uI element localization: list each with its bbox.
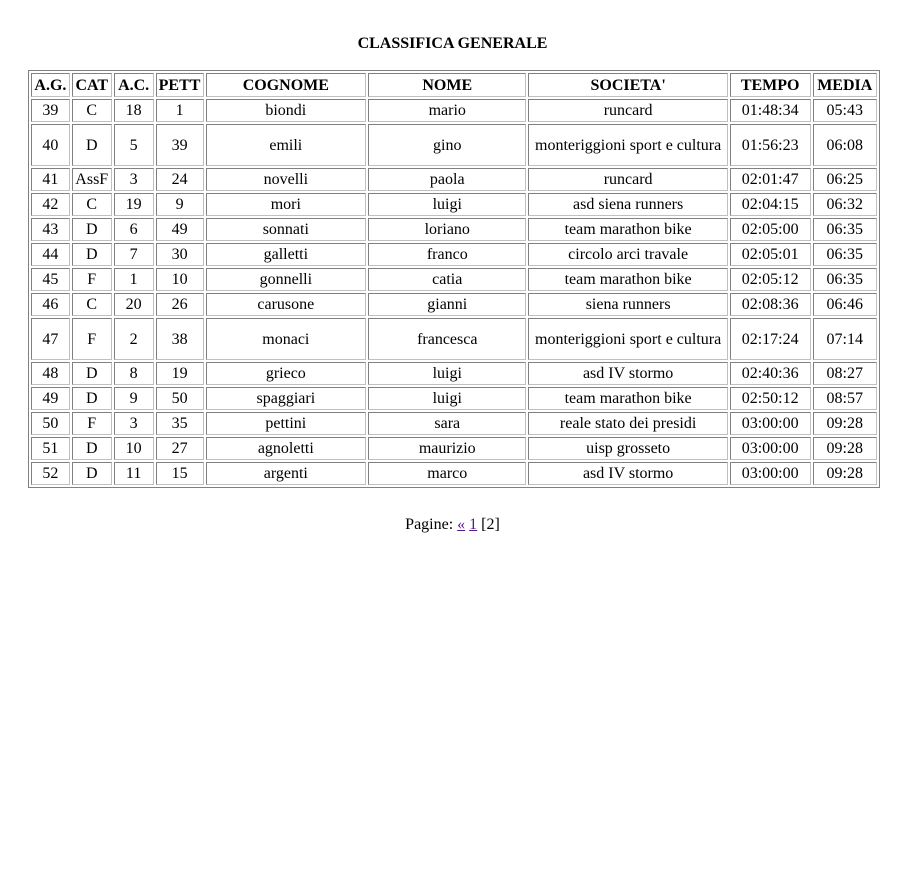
- cell-pett: 35: [156, 412, 204, 435]
- cell-nome: francesca: [368, 318, 526, 360]
- cell-nome: luigi: [368, 387, 526, 410]
- cell-media: 05:43: [813, 99, 877, 122]
- cell-media: 06:35: [813, 218, 877, 241]
- cell-societa: asd IV stormo: [528, 362, 727, 385]
- header-media: MEDIA: [813, 73, 877, 97]
- cell-pett: 49: [156, 218, 204, 241]
- cell-ac: 2: [114, 318, 154, 360]
- cell-nome: maurizio: [368, 437, 526, 460]
- cell-ag: 39: [31, 99, 70, 122]
- table-row: [31, 124, 877, 166]
- cell-tempo: 01:48:34: [730, 99, 811, 122]
- cell-ac: 10: [114, 437, 154, 460]
- cell-tempo: 02:04:15: [730, 193, 811, 216]
- cell-cat: D: [72, 124, 112, 166]
- cell-cat: C: [72, 99, 112, 122]
- cell-media: 07:14: [813, 318, 877, 360]
- cell-media: 06:08: [813, 124, 877, 166]
- header-societa: SOCIETA': [528, 73, 727, 97]
- cell-nome: gianni: [368, 293, 526, 316]
- cell-cognome: pettini: [206, 412, 366, 435]
- cell-nome: franco: [368, 243, 526, 266]
- table-row: [31, 437, 877, 460]
- table-row: [31, 218, 877, 241]
- cell-ac: 20: [114, 293, 154, 316]
- cell-pett: 10: [156, 268, 204, 291]
- cell-nome: catia: [368, 268, 526, 291]
- cell-media: 09:28: [813, 412, 877, 435]
- cell-cat: C: [72, 193, 112, 216]
- cell-tempo: 02:08:36: [730, 293, 811, 316]
- header-cognome: COGNOME: [206, 73, 366, 97]
- cell-cat: D: [72, 362, 112, 385]
- cell-pett: 38: [156, 318, 204, 360]
- cell-cat: F: [72, 318, 112, 360]
- page-title: CLASSIFICA GENERALE: [357, 35, 548, 52]
- cell-tempo: 02:05:01: [730, 243, 811, 266]
- cell-ag: 48: [31, 362, 70, 385]
- cell-media: 08:57: [813, 387, 877, 410]
- cell-ac: 9: [114, 387, 154, 410]
- table-row: [31, 412, 877, 435]
- cell-media: 06:35: [813, 243, 877, 266]
- cell-ac: 6: [114, 218, 154, 241]
- pagination-page-1-link[interactable]: 1: [469, 516, 478, 533]
- cell-ac: 8: [114, 362, 154, 385]
- cell-pett: 1: [156, 99, 204, 122]
- cell-tempo: 02:05:00: [730, 218, 811, 241]
- cell-ag: 47: [31, 318, 70, 360]
- cell-tempo: 02:50:12: [730, 387, 811, 410]
- cell-cognome: biondi: [206, 99, 366, 122]
- cell-pett: 9: [156, 193, 204, 216]
- cell-pett: 24: [156, 168, 204, 191]
- cell-societa: asd siena runners: [528, 193, 727, 216]
- cell-ac: 11: [114, 462, 154, 485]
- cell-cognome: sonnati: [206, 218, 366, 241]
- cell-ag: 51: [31, 437, 70, 460]
- table-row: [31, 293, 877, 316]
- cell-pett: 15: [156, 462, 204, 485]
- cell-nome: mario: [368, 99, 526, 122]
- cell-ac: 7: [114, 243, 154, 266]
- cell-cognome: gonnelli: [206, 268, 366, 291]
- cell-ag: 44: [31, 243, 70, 266]
- cell-societa: reale stato dei presidi: [528, 412, 727, 435]
- cell-ag: 41: [31, 168, 70, 191]
- table-header-row: [31, 73, 877, 97]
- cell-cat: AssF: [72, 168, 112, 191]
- cell-societa: asd IV stormo: [528, 462, 727, 485]
- cell-ag: 49: [31, 387, 70, 410]
- cell-nome: loriano: [368, 218, 526, 241]
- cell-cognome: novelli: [206, 168, 366, 191]
- cell-tempo: 02:17:24: [730, 318, 811, 360]
- cell-pett: 27: [156, 437, 204, 460]
- cell-cognome: emili: [206, 124, 366, 166]
- cell-ag: 46: [31, 293, 70, 316]
- pagination-prev-link[interactable]: «: [457, 516, 466, 533]
- table-row: [31, 462, 877, 485]
- cell-cognome: monaci: [206, 318, 366, 360]
- cell-nome: luigi: [368, 193, 526, 216]
- cell-societa: runcard: [528, 99, 727, 122]
- cell-societa: team marathon bike: [528, 268, 727, 291]
- cell-ac: 19: [114, 193, 154, 216]
- table-row: [31, 318, 877, 360]
- cell-societa: siena runners: [528, 293, 727, 316]
- cell-cat: D: [72, 387, 112, 410]
- cell-cat: D: [72, 462, 112, 485]
- cell-pett: 26: [156, 293, 204, 316]
- cell-ag: 40: [31, 124, 70, 166]
- cell-media: 09:28: [813, 437, 877, 460]
- cell-societa: team marathon bike: [528, 387, 727, 410]
- cell-pett: 39: [156, 124, 204, 166]
- cell-cat: C: [72, 293, 112, 316]
- table-row: [31, 99, 877, 122]
- cell-pett: 30: [156, 243, 204, 266]
- cell-tempo: 03:00:00: [730, 412, 811, 435]
- cell-cognome: grieco: [206, 362, 366, 385]
- header-ag: A.G.: [31, 73, 70, 97]
- cell-ag: 42: [31, 193, 70, 216]
- cell-media: 06:35: [813, 268, 877, 291]
- pagination-current-page: [2]: [481, 516, 500, 533]
- results-table: [28, 70, 880, 488]
- table-row: [31, 362, 877, 385]
- cell-societa: circolo arci travale: [528, 243, 727, 266]
- results-body: [31, 99, 877, 485]
- cell-pett: 19: [156, 362, 204, 385]
- cell-societa: team marathon bike: [528, 218, 727, 241]
- table-row: [31, 168, 877, 191]
- cell-ag: 52: [31, 462, 70, 485]
- header-tempo: TEMPO: [730, 73, 811, 97]
- cell-tempo: 02:01:47: [730, 168, 811, 191]
- cell-media: 06:46: [813, 293, 877, 316]
- cell-tempo: 01:56:23: [730, 124, 811, 166]
- header-pett: PETT: [156, 73, 204, 97]
- cell-nome: sara: [368, 412, 526, 435]
- cell-nome: gino: [368, 124, 526, 166]
- pagination: [0, 515, 905, 535]
- cell-ac: 1: [114, 268, 154, 291]
- table-row: [31, 387, 877, 410]
- cell-media: 09:28: [813, 462, 877, 485]
- cell-nome: paola: [368, 168, 526, 191]
- cell-ac: 18: [114, 99, 154, 122]
- header-nome: NOME: [368, 73, 526, 97]
- cell-pett: 50: [156, 387, 204, 410]
- cell-nome: marco: [368, 462, 526, 485]
- cell-ag: 50: [31, 412, 70, 435]
- cell-media: 06:32: [813, 193, 877, 216]
- cell-cat: D: [72, 437, 112, 460]
- table-row: [31, 243, 877, 266]
- header-ac: A.C.: [114, 73, 154, 97]
- cell-cat: F: [72, 268, 112, 291]
- cell-media: 08:27: [813, 362, 877, 385]
- table-row: [31, 268, 877, 291]
- cell-ac: 5: [114, 124, 154, 166]
- cell-cognome: argenti: [206, 462, 366, 485]
- cell-cat: D: [72, 218, 112, 241]
- cell-tempo: 03:00:00: [730, 462, 811, 485]
- cell-societa: runcard: [528, 168, 727, 191]
- cell-cognome: galletti: [206, 243, 366, 266]
- table-row: [31, 193, 877, 216]
- pagination-label: Pagine:: [405, 516, 454, 533]
- cell-societa: monteriggioni sport e cultura: [528, 124, 727, 166]
- cell-cognome: carusone: [206, 293, 366, 316]
- cell-cat: F: [72, 412, 112, 435]
- cell-ag: 45: [31, 268, 70, 291]
- cell-tempo: 02:40:36: [730, 362, 811, 385]
- cell-societa: monteriggioni sport e cultura: [528, 318, 727, 360]
- cell-ac: 3: [114, 168, 154, 191]
- cell-tempo: 02:05:12: [730, 268, 811, 291]
- cell-cognome: mori: [206, 193, 366, 216]
- cell-ag: 43: [31, 218, 70, 241]
- cell-cognome: spaggiari: [206, 387, 366, 410]
- cell-nome: luigi: [368, 362, 526, 385]
- cell-media: 06:25: [813, 168, 877, 191]
- cell-cat: D: [72, 243, 112, 266]
- cell-ac: 3: [114, 412, 154, 435]
- header-cat: CAT: [72, 73, 112, 97]
- cell-cognome: agnoletti: [206, 437, 366, 460]
- cell-societa: uisp grosseto: [528, 437, 727, 460]
- cell-tempo: 03:00:00: [730, 437, 811, 460]
